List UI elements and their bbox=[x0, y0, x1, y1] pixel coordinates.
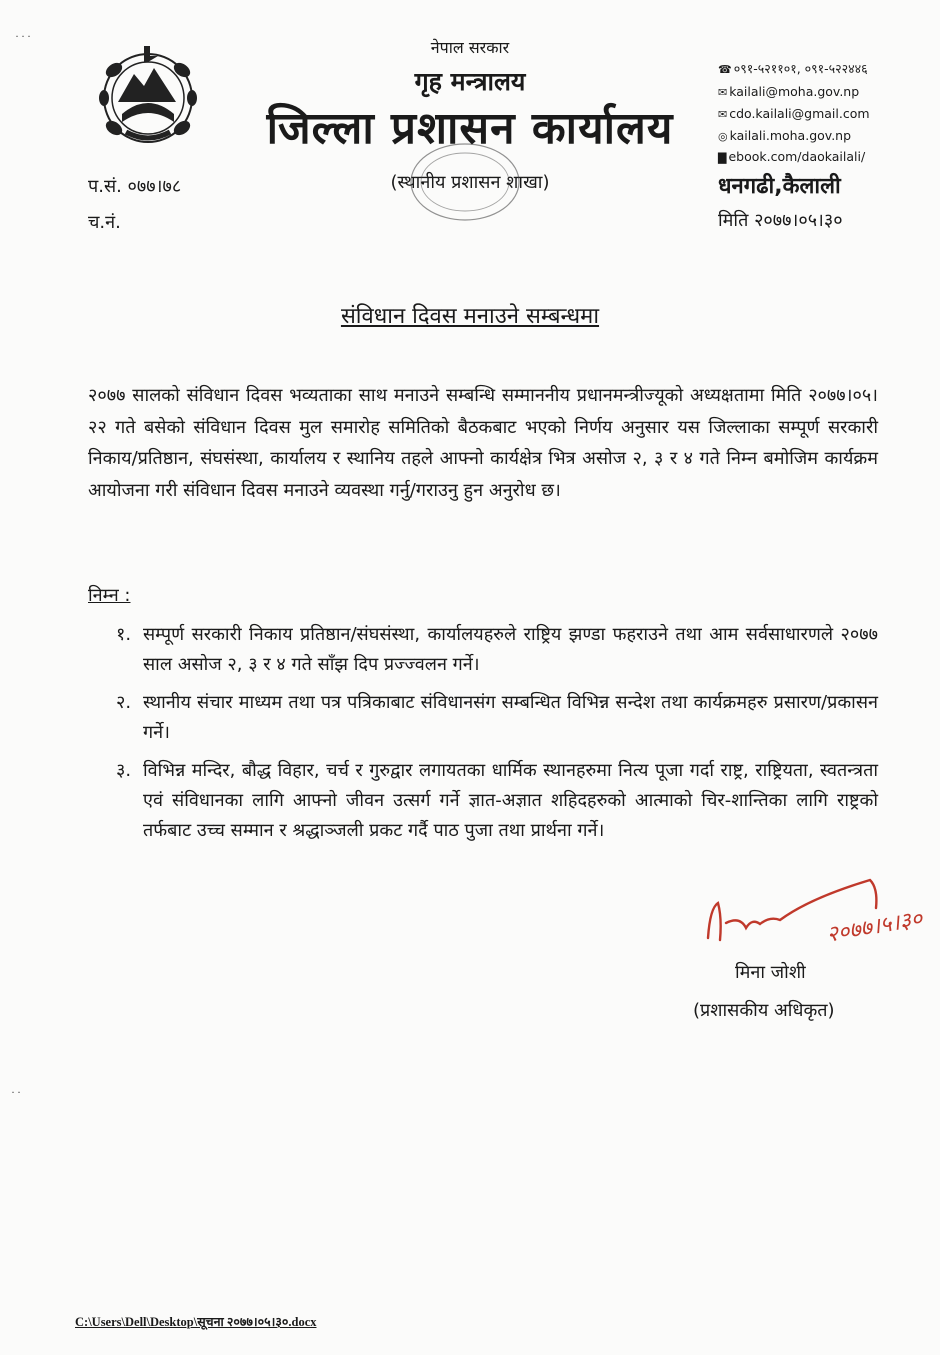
contact-facebook bbox=[718, 149, 928, 164]
email-2-text: cdo.kailali@gmail.com bbox=[729, 106, 870, 121]
phone-text: ०९१-५२११०१, ०९१-५२२४४६ bbox=[733, 61, 868, 76]
file-path-footer: C:\Users\Dell\Desktop\सूचना २०७७।०५।३०.docx bbox=[75, 1315, 317, 1329]
signature-date: २०७७।५।३० bbox=[824, 906, 925, 948]
list-item-text: सम्पूर्ण सरकारी निकाय प्रतिष्ठान/संघसंस्था, कार्यालयहरुले राष्ट्रिय झण्डा फहराउने तथा आम सर्वसाधारणले २०७७ साल असोज २, ३ र ४ गते साँझ दिप प्रज्ज्वलन गर्ने। bbox=[143, 624, 878, 675]
facebook-text: ebook.com/daokailali/ bbox=[728, 149, 866, 164]
office-stamp bbox=[405, 138, 525, 226]
subject-text: संविधान दिवस मनाउने सम्बन्धमा bbox=[340, 304, 600, 329]
nepal-emblem-icon bbox=[92, 40, 204, 152]
office-place: धनगढी,कैलाली bbox=[718, 174, 841, 199]
contact-email-2 bbox=[718, 106, 928, 121]
dispatch-number: च.नं. bbox=[88, 212, 121, 233]
list-item-number: १. bbox=[116, 624, 132, 645]
signatory-title: (प्रशासकीय अधिकृत) bbox=[693, 1000, 835, 1021]
scan-mark: ˙˙ bbox=[10, 1090, 22, 1104]
signatory-name: मिना जोशी bbox=[735, 962, 806, 983]
scan-mark: ˙˙˙ bbox=[14, 34, 32, 48]
list-item bbox=[88, 688, 878, 748]
globe-icon: ◎ bbox=[718, 130, 728, 143]
list-item-text: विभिन्न मन्दिर, बौद्ध विहार, चर्च र गुरुद्वार लगायतका धार्मिक स्थानहरुमा नित्य पूजा गर्दा राष्ट्र, राष्ट्रियता, स्वतन्त्रता एवं संविधानका लागि आफ्नो जीवन उत्सर्ग गर्ने ज्ञात-अज्ञात शहिदहरुको आत्माको चिर-शान्तिका लागि राष्ट्रको तर्फबाट उच्च सम्मान र श्रद्धाञ्जली प्रकट गर्दै पाठ पुजा तथा प्रार्थना गर्ने। bbox=[143, 760, 878, 841]
letter-body: २०७७ सालको संविधान दिवस भव्यताका साथ मनाउने सम्बन्धि सम्माननीय प्रधानमन्त्रीज्यूको अध्यक्षतामा मिति २०७७।०५।२२ गते बसेको संविधान दिवस मुल समारोह समितिको बैठकबाट भएको निर्णय अनुसार यस जिल्लाका सम्पूर्ण सरकारी निकाय/प्रतिष्ठान, संघसंस्था, कार्यालय र स्थानिय तहले आफ्नो कार्यक्षेत्र भित्र असोज २, ३ र ४ गते निम्न बमोजिम कार्यक्रम आयोजना गरी संविधान दिवस मनाउने व्यवस्था गर्नु/गराउनु हुन अनुरोध छ। bbox=[88, 385, 878, 501]
office-name: जिल्ला प्रशासन कार्यालय bbox=[266, 103, 674, 154]
email-1-text: kailali@moha.gov.np bbox=[729, 84, 860, 99]
email-icon: ✉ bbox=[718, 108, 728, 121]
list-item-number: ३. bbox=[116, 760, 132, 781]
government-name: नेपाल सरकार bbox=[430, 38, 510, 57]
list-item-number: २. bbox=[116, 692, 132, 713]
letter-date: मिति २०७७।०५।३० bbox=[718, 210, 843, 231]
list-item-text: स्थानीय संचार माध्यम तथा पत्र पत्रिकाबाट संविधानसंग सम्बन्धित विभिन्न सन्देश तथा कार्यक्रमहरु प्रसारण/प्रकासन गर्ने। bbox=[143, 692, 878, 743]
section-name: (स्थानीय प्रशासन शाखा) bbox=[390, 172, 550, 193]
facebook-icon: ▇ bbox=[718, 151, 727, 164]
contact-website bbox=[718, 128, 928, 143]
letter-subject bbox=[0, 300, 940, 330]
list-item bbox=[88, 756, 878, 846]
contact-email-1 bbox=[718, 84, 928, 99]
handwritten-signature bbox=[700, 868, 940, 953]
website-text: kailali.moha.gov.np bbox=[729, 128, 852, 143]
contact-phone bbox=[718, 60, 928, 77]
reference-number: प.सं. ०७७।७८ bbox=[88, 176, 182, 197]
ministry-name: गृह मन्त्रालय bbox=[414, 67, 526, 96]
list-item bbox=[88, 620, 878, 680]
email-icon: ✉ bbox=[718, 86, 728, 99]
list-heading: निम्न : bbox=[88, 585, 131, 606]
phone-icon: ☎ bbox=[718, 63, 732, 76]
